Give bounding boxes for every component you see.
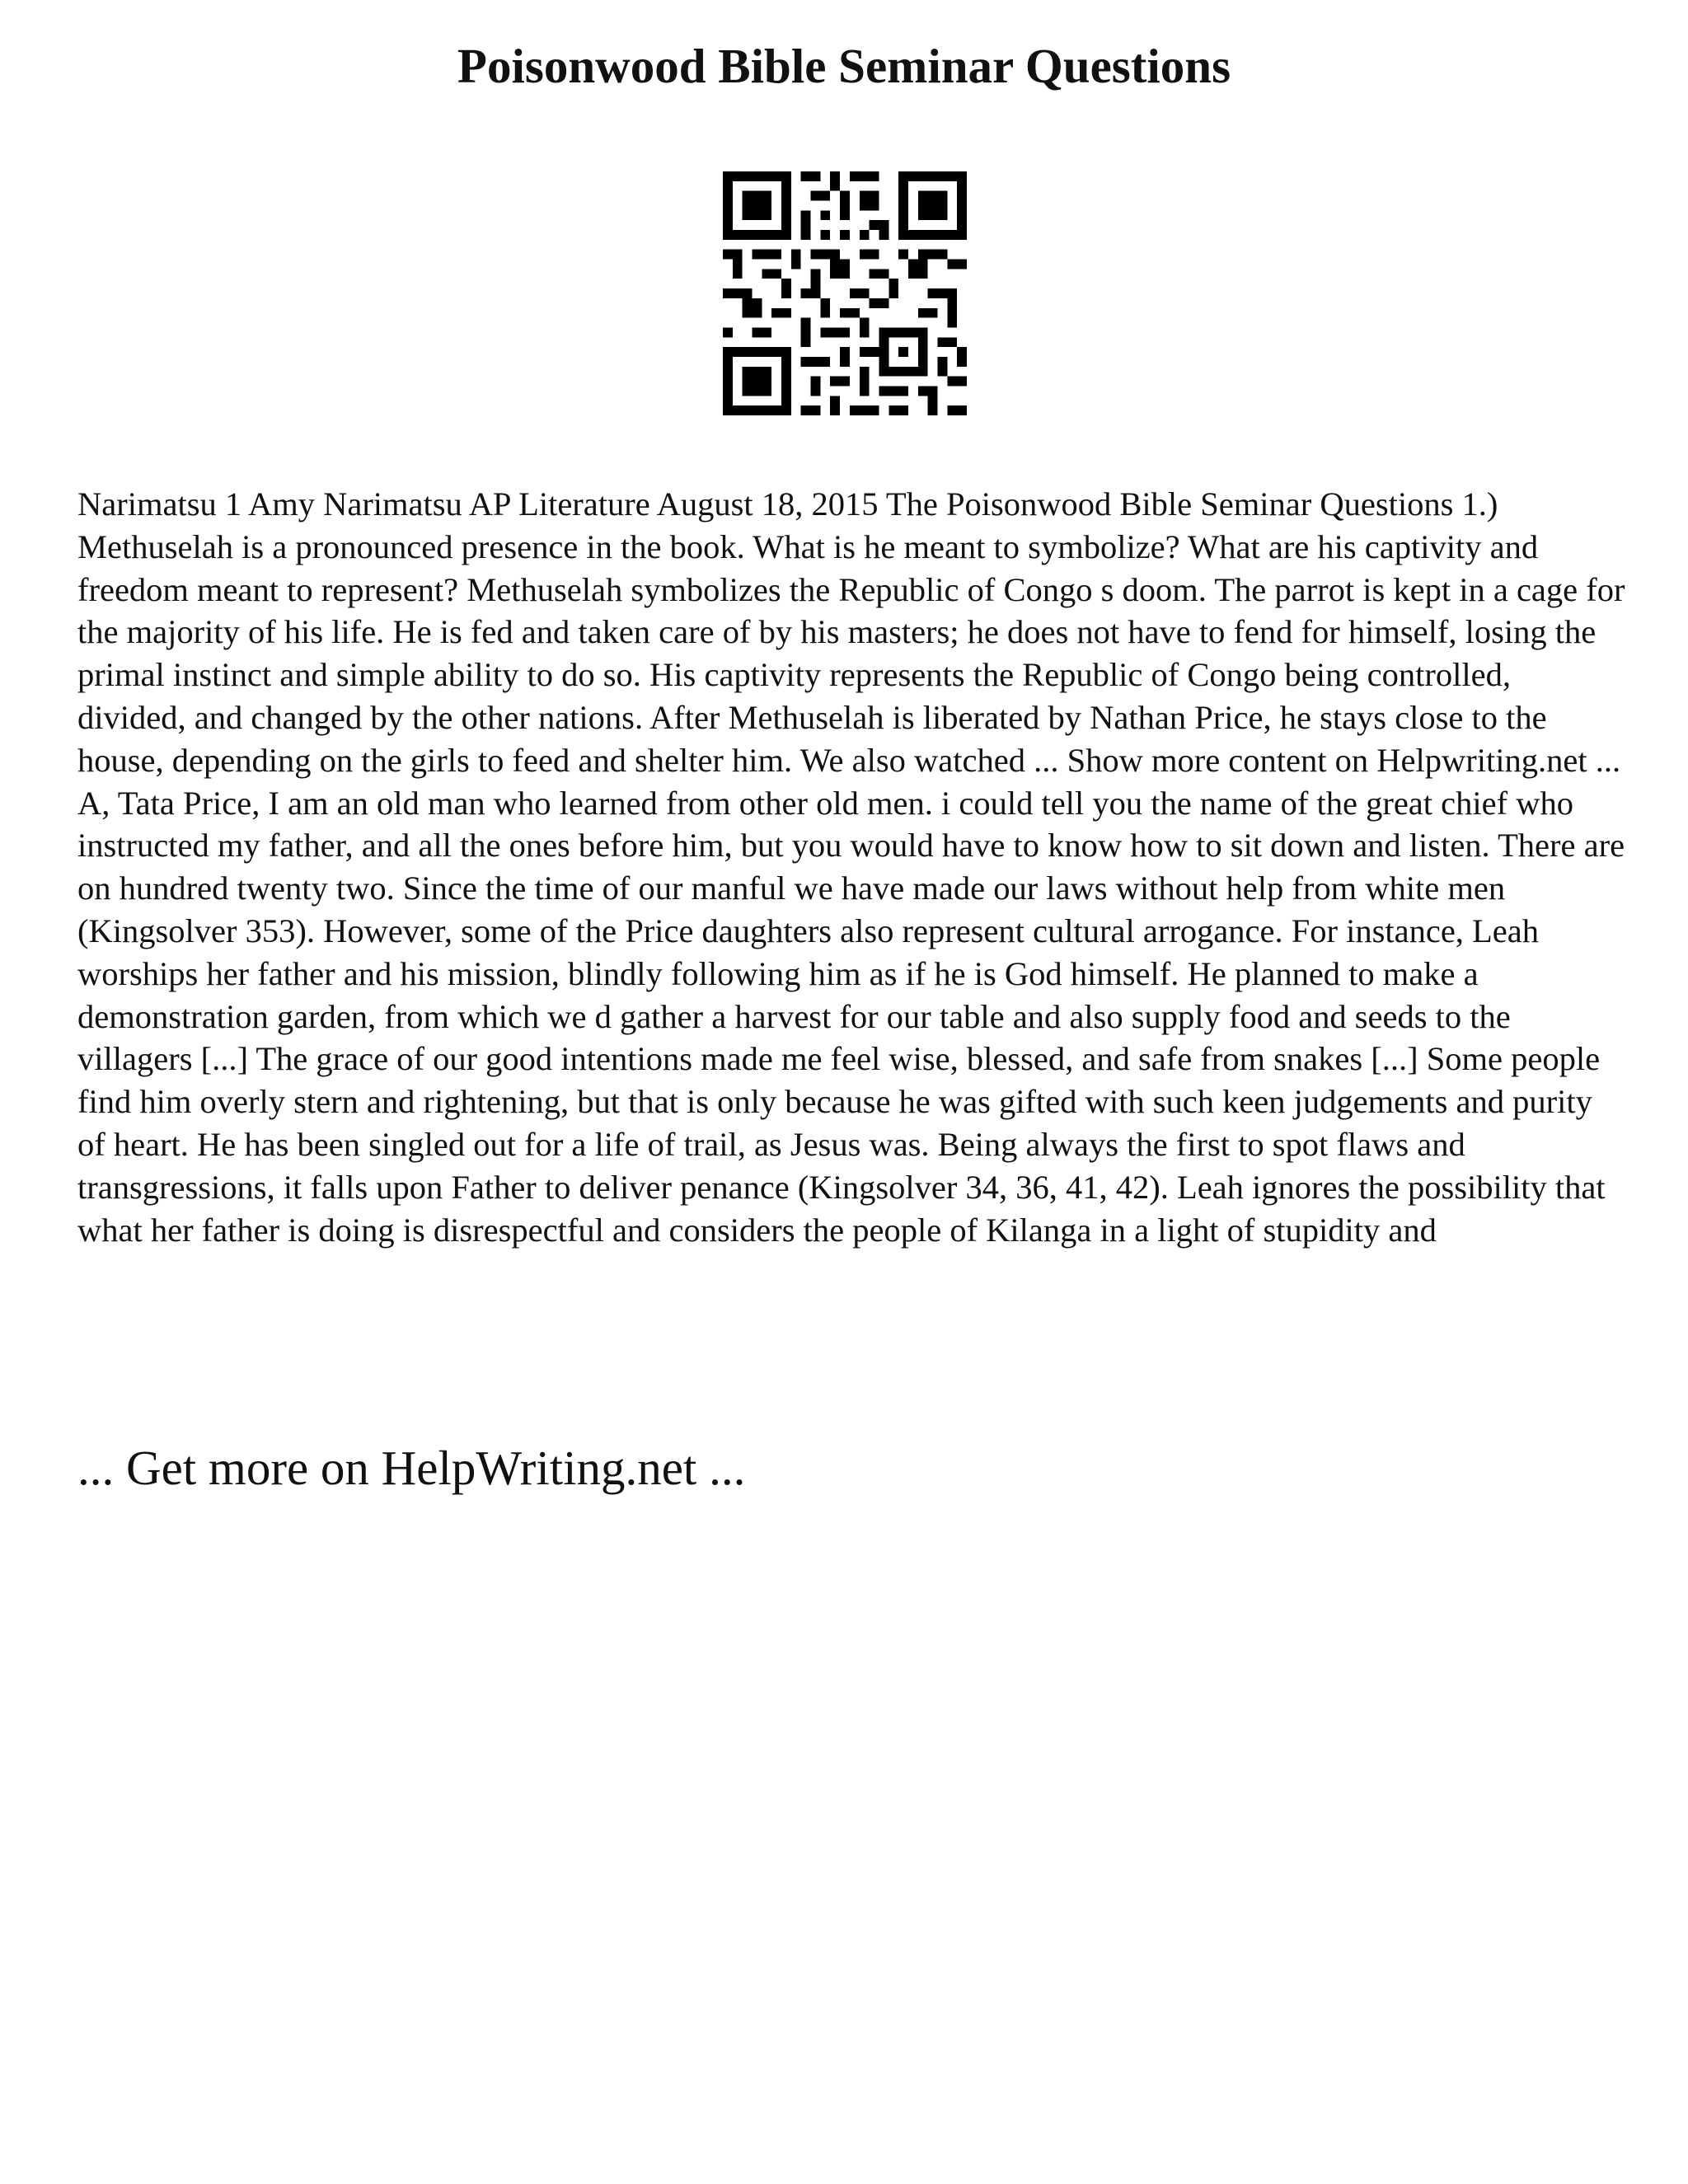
- body-paragraph-2: A, Tata Price, I am an old man who learned from other old men. i could tell you the name of the great chief who instructed my father, and all the ones before him, but you would have to know how to sit down and listen. There are on hundred twenty two. Since the time of our manful we have made our laws without help from white men (Kingsolver 353). However, some of the Price daughters also represent cultural arrogance. For instance, Leah worships her father and his mission, blindly following him as if he is God himself. He planned to make a demonstration garden, from which we d gather a harvest for our table and also supply food and seeds to the villagers [...] The grace of our good intentions made me feel wise, blessed, and safe from snakes [...] Some people find him overly stern and rightening, but that is only because he was gifted with such keen judgements and purity of heart. He has been singled out for a life of trail, as Jesus was. Being always the first to spot flaws and transgressions, it falls upon Father to deliver penance (Kingsolver 34, 36, 41, 42). Leah ignores the possibility that what her father is doing is disrespectful and considers the people of Kilanga in a light of stupidity and: [77, 784, 1625, 1249]
- page-title: Poisonwood Bible Seminar Questions: [457, 39, 1231, 93]
- qr-code-graphic: [723, 171, 967, 415]
- document-body: [77, 483, 1627, 1251]
- body-paragraph-1: Narimatsu 1 Amy Narimatsu AP Literature August 18, 2015 The Poisonwood Bible Seminar Questions 1.) Methuselah is a pronounced presence in the book. What is he meant to symbolize? What are his captivity and freedom meant to represent? Methuselah symbolizes the Republic of Congo s doom. The parrot is kept in a cage for the majority of his life. He is fed and taken care of by his masters; he does not have to fend for himself, losing the primal instinct and simple ability to do so. His captivity represents the Republic of Congo being controlled, divided, and changed by the other nations. After Methuselah is liberated by Nathan Price, he stays close to the house, depending on the girls to feed and shelter him. We also watched ... Show more content on Helpwriting.net ...: [77, 485, 1625, 779]
- get-more-link[interactable]: ... Get more on HelpWriting.net ...: [77, 1441, 746, 1495]
- qr-code-icon: [723, 171, 967, 415]
